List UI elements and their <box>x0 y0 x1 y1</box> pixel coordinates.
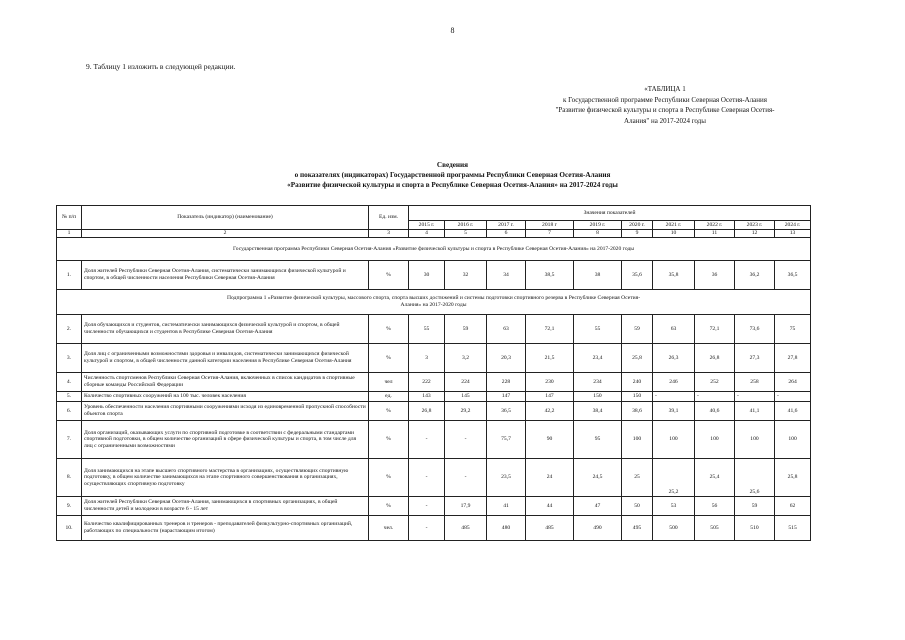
value-cell: 95 <box>574 421 622 459</box>
value-cell: 500 <box>653 516 695 541</box>
value-cell: - <box>409 459 445 497</box>
table-row <box>57 315 811 344</box>
value-cell: 26,3 <box>653 344 695 373</box>
value-cell: 53 <box>653 497 695 516</box>
value-cell: 150 <box>622 392 653 402</box>
value-cell: 150 <box>574 392 622 402</box>
value-cell: - <box>409 497 445 516</box>
value-cell: 41,6 <box>775 402 811 421</box>
row-unit: % <box>369 459 409 497</box>
header-unit: Ед. изм. <box>369 206 409 230</box>
value-cell: 145 <box>445 392 487 402</box>
value-cell: 24,5 <box>574 459 622 497</box>
value-cell: - <box>695 392 735 402</box>
colnum: 4 <box>409 230 445 238</box>
value-cell: - <box>735 392 775 402</box>
row-num: 5. <box>57 392 82 402</box>
value-cell: - <box>653 392 695 402</box>
value-cell: 485 <box>445 516 487 541</box>
row-indicator: Доля жителей Республики Северная Осетия-Алания, систематически занимающихся физической культурой и спортом, в общей численности населения Республики Северная Осетия-Алания <box>82 261 369 290</box>
value-cell: 25,4 <box>695 459 735 497</box>
year-cell: 2015 г. <box>409 221 445 230</box>
row-indicator: Количество спортивных сооружений на 100 тыс. человек населения <box>82 392 369 402</box>
row-indicator: Доля занимающихся на этапе высшего спортивного мастерства в организациях, осуществляющих спортивную подготовку, в общем количестве занимающихся на этапе спортивного совершенствования в организациях, осуществляющих спортивную подготовку <box>82 459 369 497</box>
page-number: 8 <box>450 26 455 35</box>
value-cell: 62 <box>775 497 811 516</box>
annex-line: Алания" на 2017-2024 годы <box>624 116 706 125</box>
value-cell: 38,5 <box>526 261 574 290</box>
value-cell: 495 <box>622 516 653 541</box>
value-cell: 63 <box>653 315 695 344</box>
value-cell: 72,1 <box>526 315 574 344</box>
value-cell: 72,1 <box>695 315 735 344</box>
colnum: 1 <box>57 230 82 238</box>
value-cell: 228 <box>487 373 526 392</box>
value-cell: 26,8 <box>409 402 445 421</box>
value-cell: 25,2 <box>653 459 695 497</box>
table-row <box>57 373 811 392</box>
row-num: 2. <box>57 315 82 344</box>
row-num: 4. <box>57 373 82 392</box>
value-cell: 30 <box>409 261 445 290</box>
value-cell: 24 <box>526 459 574 497</box>
value-cell: 27,3 <box>735 344 775 373</box>
row-unit: % <box>369 344 409 373</box>
value-cell: 39,1 <box>653 402 695 421</box>
value-cell: 234 <box>574 373 622 392</box>
colnum: 9 <box>622 230 653 238</box>
value-cell: 38,4 <box>574 402 622 421</box>
colnum: 11 <box>695 230 735 238</box>
value-cell: - <box>409 421 445 459</box>
value-cell: 485 <box>526 516 574 541</box>
value-cell: 20,3 <box>487 344 526 373</box>
value-cell: 264 <box>775 373 811 392</box>
table-row <box>57 497 811 516</box>
value-cell: 230 <box>526 373 574 392</box>
table-row <box>57 459 811 497</box>
table-row <box>57 402 811 421</box>
value-cell: 47 <box>574 497 622 516</box>
value-cell: 55 <box>574 315 622 344</box>
value-cell: 26,8 <box>695 344 735 373</box>
row-unit: % <box>369 315 409 344</box>
year-cell: 2023 г. <box>735 221 775 230</box>
value-cell: 100 <box>622 421 653 459</box>
colnum: 2 <box>82 230 369 238</box>
section-program: Государственная программа Республики Северная Осетия-Алания «Развитие физической культуры и спорта в Республике Северная Осетия-Алания» на 2017-2020 годы <box>57 238 811 261</box>
value-cell: 50 <box>622 497 653 516</box>
row-unit: чел <box>369 373 409 392</box>
document-title <box>180 160 725 190</box>
header-num: № п/п <box>57 206 82 230</box>
row-indicator: Количество квалифицированных тренеров и тренеров - преподавателей физкультурно-спортивных организаций, работающих по специальности (нарастающим итогом) <box>82 516 369 541</box>
row-unit: % <box>369 421 409 459</box>
value-cell: 25 <box>622 459 653 497</box>
indicators-table <box>56 205 811 541</box>
value-cell: 224 <box>445 373 487 392</box>
value-cell: 25,8 <box>775 459 811 497</box>
value-cell: 222 <box>409 373 445 392</box>
value-cell: 505 <box>695 516 735 541</box>
annex-line: "Развитие физической культуры и спорта в Республике Северная Осетия- <box>555 106 775 114</box>
value-cell: 147 <box>526 392 574 402</box>
value-cell: 36,2 <box>735 261 775 290</box>
row-indicator: Доля лиц с ограниченными возможностями здоровья и инвалидов, систематически занимающихся физической культурой и спортом, в общей численности данной категории населения в Республике Северная Осетия-Алания <box>82 344 369 373</box>
row-unit: ед. <box>369 392 409 402</box>
subprogram-line: Алания» на 2017-2020 годы <box>400 302 467 308</box>
value-cell: 25,6 <box>735 459 775 497</box>
title-line: о показателях (индикаторах) Государственной программы Республики Северная Осетия-Алания <box>294 171 611 179</box>
title-line: «Развитие физической культуры и спорта в Республике Северная Осетия-Алания» на 2017-2024 годы <box>287 181 618 189</box>
row-unit: % <box>369 497 409 516</box>
year-cell: 2020 г. <box>622 221 653 230</box>
row-indicator: Доля жителей Республики Северная Осетия-Алания, занимающихся в спортивных организациях, в общей численности детей и молодежи в возрасте 6 - 15 лет <box>82 497 369 516</box>
year-cell: 2022 г. <box>695 221 735 230</box>
value-cell: 34 <box>487 261 526 290</box>
value-cell: 73,6 <box>735 315 775 344</box>
table-header-row <box>57 206 811 221</box>
value-cell: 515 <box>775 516 811 541</box>
year-cell: 2019 г. <box>574 221 622 230</box>
value-cell: 17,9 <box>445 497 487 516</box>
value-cell: 3,2 <box>445 344 487 373</box>
colnum: 7 <box>526 230 574 238</box>
header-indicator: Показатель (индикатор) (наименование) <box>82 206 369 230</box>
value-cell: 38 <box>574 261 622 290</box>
colnum: 12 <box>735 230 775 238</box>
row-indicator: Уровень обеспеченности населения спортивными сооружениями исходя из единовременной пропускной способности объектов спорта <box>82 402 369 421</box>
value-cell: 44 <box>526 497 574 516</box>
table-row <box>57 392 811 402</box>
row-num: 7. <box>57 421 82 459</box>
section-row <box>57 238 811 261</box>
value-cell: 23,4 <box>574 344 622 373</box>
column-numbers-row <box>57 230 811 238</box>
colnum: 10 <box>653 230 695 238</box>
value-cell: 56 <box>695 497 735 516</box>
value-cell: 480 <box>487 516 526 541</box>
value-cell: 100 <box>775 421 811 459</box>
row-num: 9. <box>57 497 82 516</box>
annex-line: к Государственной программе Республики Северная Осетия-Алания <box>563 95 767 104</box>
section-row <box>57 290 811 315</box>
value-cell: 25,8 <box>622 344 653 373</box>
row-num: 6. <box>57 402 82 421</box>
table-row <box>57 261 811 290</box>
colnum: 3 <box>369 230 409 238</box>
value-cell: 90 <box>526 421 574 459</box>
year-cell: 2024 г. <box>775 221 811 230</box>
value-cell: 36,5 <box>487 402 526 421</box>
value-cell: 36 <box>695 261 735 290</box>
value-cell: - <box>775 392 811 402</box>
value-cell: 100 <box>653 421 695 459</box>
value-cell: 27,8 <box>775 344 811 373</box>
colnum: 5 <box>445 230 487 238</box>
value-cell: 75,7 <box>487 421 526 459</box>
table-row <box>57 421 811 459</box>
value-cell: 240 <box>622 373 653 392</box>
subprogram-line: Подпрограмма 1 «Развитие физической культуры, массового спорта, спорта высших достижений и системы подготовки спортивного резерва в Республике Северная Осетия- <box>226 295 641 302</box>
value-cell: 3 <box>409 344 445 373</box>
value-cell: 246 <box>653 373 695 392</box>
value-cell: 490 <box>574 516 622 541</box>
row-num: 3. <box>57 344 82 373</box>
value-cell: 252 <box>695 373 735 392</box>
value-cell: 21,5 <box>526 344 574 373</box>
section-subprogram <box>57 290 811 315</box>
value-cell: 42,2 <box>526 402 574 421</box>
value-cell: 258 <box>735 373 775 392</box>
value-cell: 100 <box>695 421 735 459</box>
value-cell: 59 <box>445 315 487 344</box>
row-indicator: Доля организаций, оказывающих услуги по спортивной подготовке в соответствии с федеральными стандартами спортивной подготовки, в общем количестве организаций в сфере физической культуры и спорта, в том числе для лиц с ограниченными возможностями <box>82 421 369 459</box>
value-cell: 63 <box>487 315 526 344</box>
header-values: Значения показателей <box>409 206 811 221</box>
value-cell: - <box>409 516 445 541</box>
value-cell: - <box>445 459 487 497</box>
row-unit: чел. <box>369 516 409 541</box>
colnum: 13 <box>775 230 811 238</box>
colnum: 6 <box>487 230 526 238</box>
row-unit: % <box>369 402 409 421</box>
value-cell: 55 <box>409 315 445 344</box>
year-cell: 2018 г <box>526 221 574 230</box>
value-cell: 59 <box>735 497 775 516</box>
value-cell: 40,6 <box>695 402 735 421</box>
colnum: 8 <box>574 230 622 238</box>
row-unit: % <box>369 261 409 290</box>
row-num: 8. <box>57 459 82 497</box>
value-cell: 35,8 <box>653 261 695 290</box>
title-line: Сведения <box>436 161 469 169</box>
value-cell: 32 <box>445 261 487 290</box>
value-cell: 41,1 <box>735 402 775 421</box>
value-cell: - <box>445 421 487 459</box>
value-cell: 59 <box>622 315 653 344</box>
value-cell: 143 <box>409 392 445 402</box>
value-cell: 147 <box>487 392 526 402</box>
table-row <box>57 516 811 541</box>
value-cell: 38,6 <box>622 402 653 421</box>
intro-text: 9. Таблицу 1 изложить в следующей редакции. <box>86 62 236 71</box>
value-cell: 510 <box>735 516 775 541</box>
value-cell: 35,6 <box>622 261 653 290</box>
row-indicator: Доля обучающихся и студентов, систематически занимающихся физической культурой и спортом, в общей численности обучающихся и студентов в Республике Северная Осетия-Алания <box>82 315 369 344</box>
value-cell: 29,2 <box>445 402 487 421</box>
value-cell: 100 <box>735 421 775 459</box>
annex-header <box>520 84 810 126</box>
value-cell: 36,5 <box>775 261 811 290</box>
value-cell: 75 <box>775 315 811 344</box>
row-num: 1. <box>57 261 82 290</box>
year-cell: 2021 г. <box>653 221 695 230</box>
year-cell: 2016 г. <box>445 221 487 230</box>
value-cell: 23,5 <box>487 459 526 497</box>
row-indicator: Численность спортсменов Республики Северная Осетия-Алания, включенных в список кандидатов в спортивные сборные команды Российской Федерации <box>82 373 369 392</box>
annex-title: «ТАБЛИЦА 1 <box>644 85 686 93</box>
table-row <box>57 344 811 373</box>
year-cell: 2017 г. <box>487 221 526 230</box>
value-cell: 41 <box>487 497 526 516</box>
row-num: 10. <box>57 516 82 541</box>
